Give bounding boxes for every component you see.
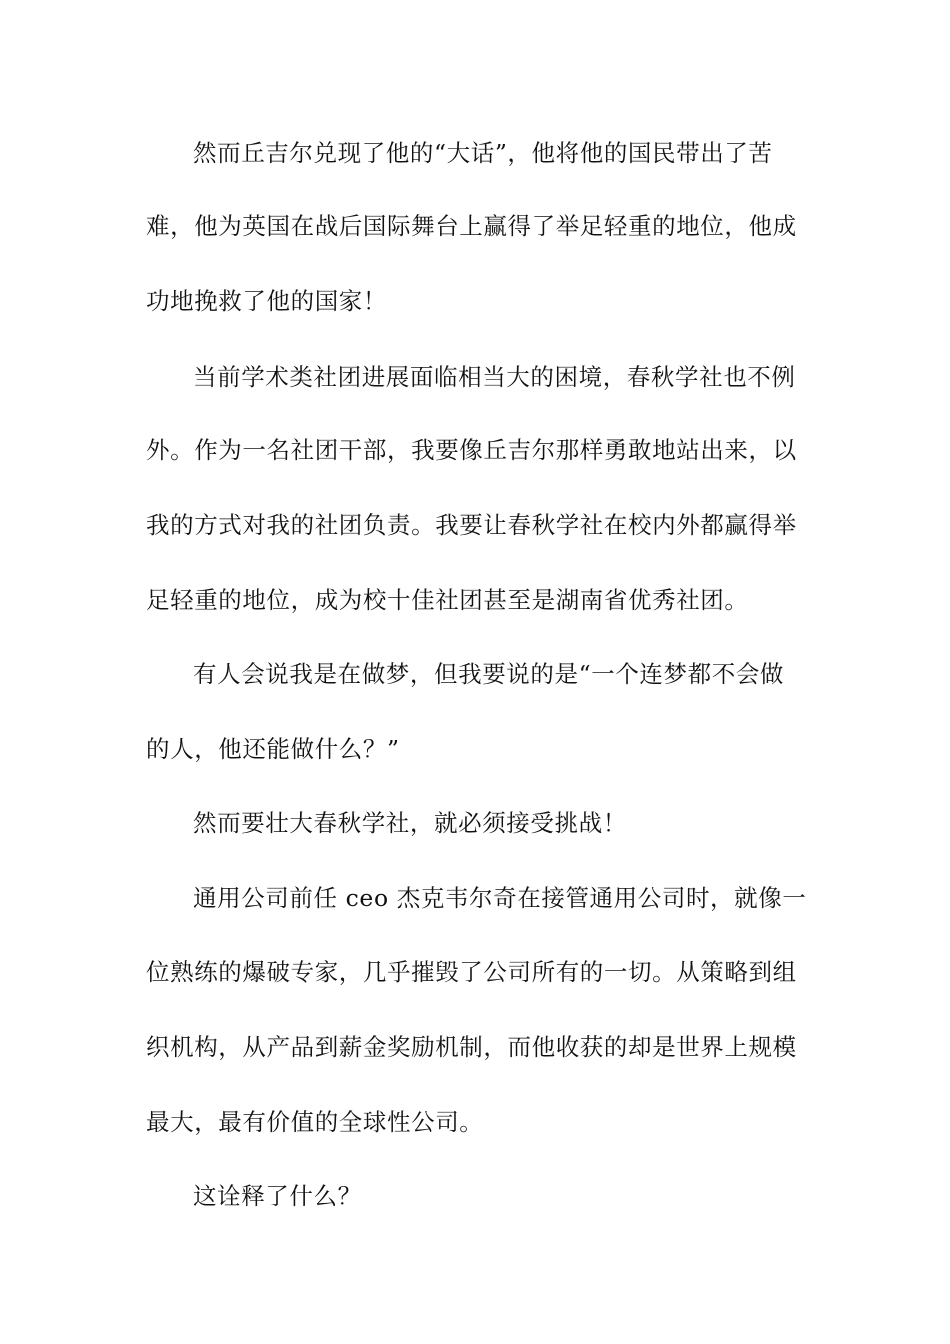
- paragraph-4-line-1: 然而要壮大春秋学社，就必须接受挑战！: [193, 809, 627, 837]
- paragraph-5-line-4: 最大，最有价值的全球性公司。: [146, 1108, 484, 1136]
- paragraph-2-line-3: 我的方式对我的社团负责。我要让春秋学社在校内外都赢得举: [146, 511, 797, 539]
- paragraph-3-line-1: 有人会说我是在做梦，但我要说的是“一个连梦都不会做: [193, 660, 785, 688]
- paragraph-5-line-3: 织机构，从产品到薪金奖励机制，而他收获的却是世界上规模: [146, 1033, 797, 1061]
- paragraph-5-line-2: 位熟练的爆破专家，几乎摧毁了公司所有的一切。从策略到组: [146, 958, 797, 986]
- paragraph-2-line-1: 当前学术类社团进展面临相当大的困境，春秋学社也不例: [193, 363, 796, 391]
- paragraph-3-line-2: 的人，他还能做什么？”: [146, 735, 400, 763]
- paragraph-1-line-2: 难，他为英国在战后国际舞台上赢得了举足轻重的地位，他成: [146, 212, 797, 240]
- paragraph-2-line-2: 外。作为一名社团干部，我要像丘吉尔那样勇敢地站出来，以: [146, 436, 797, 464]
- paragraph-1-line-1: 然而丘吉尔兑现了他的“大话”，他将他的国民带出了苦: [193, 139, 773, 167]
- paragraph-6-line-1: 这诠释了什么？: [193, 1182, 362, 1210]
- paragraph-1-line-3: 功地挽救了他的国家！: [146, 287, 387, 315]
- paragraph-2-line-4: 足轻重的地位，成为校十佳社团甚至是湖南省优秀社团。: [146, 586, 749, 614]
- paragraph-5-line-1: 通用公司前任 ceo 杰克韦尔奇在接管通用公司时，就像一: [193, 884, 807, 912]
